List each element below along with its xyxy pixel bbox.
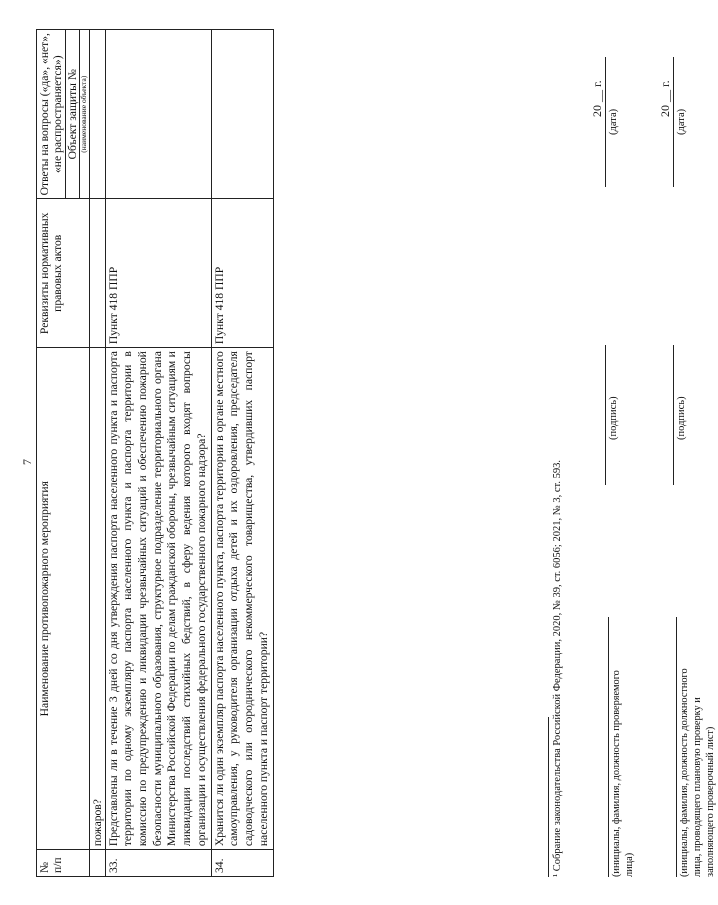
signature-name-line[interactable]	[676, 617, 677, 877]
page-number: 7	[20, 459, 34, 465]
header-answers-object	[65, 30, 89, 198]
checklist-table	[36, 29, 274, 877]
date-hint: (дата)	[676, 108, 687, 135]
row-question: Представлены ли в течение 3 дней со дня утверждения паспорта населенного пункта и паспорта территории по одному экземпляру паспорта населенного пункта и паспорта территории в комиссию по предупреждению и ликвидации чрезвычайных ситуаций и обеспечению пожарной безопасности муниципального образования, структурное подразделение территориального органа Министерства Российской Федерации по делам гражданской обороны, чрезвычайным ситуациям и ликвидации последствий стихийных бедствий, в сферу ведения которого входят вопросы организации и осуществления федерального государственного пожарного надзора?	[105, 348, 211, 850]
date-hint: (дата)	[608, 108, 619, 135]
year-label: 20 __ г.	[658, 80, 672, 117]
header-answers-title: Ответы на вопросы («да», «нет», «не распространяется»)	[38, 33, 65, 196]
row-question: Хранится ли один экземпляр паспорта населенного пункта, паспорта территории в органе местного самоуправления, у руководителя организации отдыха детей и их оздоровления, председателя садоводческого или огороднического некоммерческого товарищества, утвердивших паспорт населенного пункта и паспорт территории?	[211, 348, 273, 850]
year-label: 20 __ г.	[590, 80, 604, 117]
row-requisite: Пункт 418 ППР	[105, 199, 211, 348]
signature-hint: (подпись)	[608, 396, 619, 440]
signature-date-line[interactable]	[605, 57, 606, 187]
footnote-divider	[548, 717, 549, 877]
signature-sign-line[interactable]	[605, 345, 606, 485]
header-object-hint: (наименование объекта)	[79, 30, 89, 198]
header-number: № п/п	[37, 850, 90, 877]
header-answers	[37, 30, 90, 199]
table-row	[211, 30, 273, 877]
table-row-continuation	[89, 30, 105, 877]
row-number: 33.	[105, 850, 211, 877]
row-answer-cell[interactable]	[105, 30, 211, 199]
signature-label: (инициалы, фамилия, должность должностного лица, проводящего плановую проверку и заполняющего проверочный лист)	[679, 668, 716, 877]
table-header-row	[37, 30, 90, 877]
header-object-number: Объект защиты №	[65, 69, 79, 160]
row-requisite: Пункт 418 ППР	[211, 199, 273, 348]
signature-date-line[interactable]	[673, 57, 674, 187]
signature-label: (инициалы, фамилия, должность проверяемого лица)	[611, 670, 635, 877]
header-measure-name: Наименование противопожарного мероприятия	[37, 348, 90, 850]
row-answer-cell[interactable]	[211, 30, 273, 199]
signature-hint: (подпись)	[676, 396, 687, 440]
table-row	[105, 30, 211, 877]
continuation-text: пожаров?	[89, 348, 105, 850]
header-requisites: Реквизиты нормативных правовых актов	[37, 199, 90, 348]
footnote: ¹ Собрание законодательства Российской Федерации, 2020, № 39, ст. 6056; 2021, № 3, ст. 593.	[552, 460, 563, 877]
row-number: 34.	[211, 850, 273, 877]
signature-sign-line[interactable]	[673, 345, 674, 485]
signature-name-line[interactable]	[608, 617, 609, 877]
